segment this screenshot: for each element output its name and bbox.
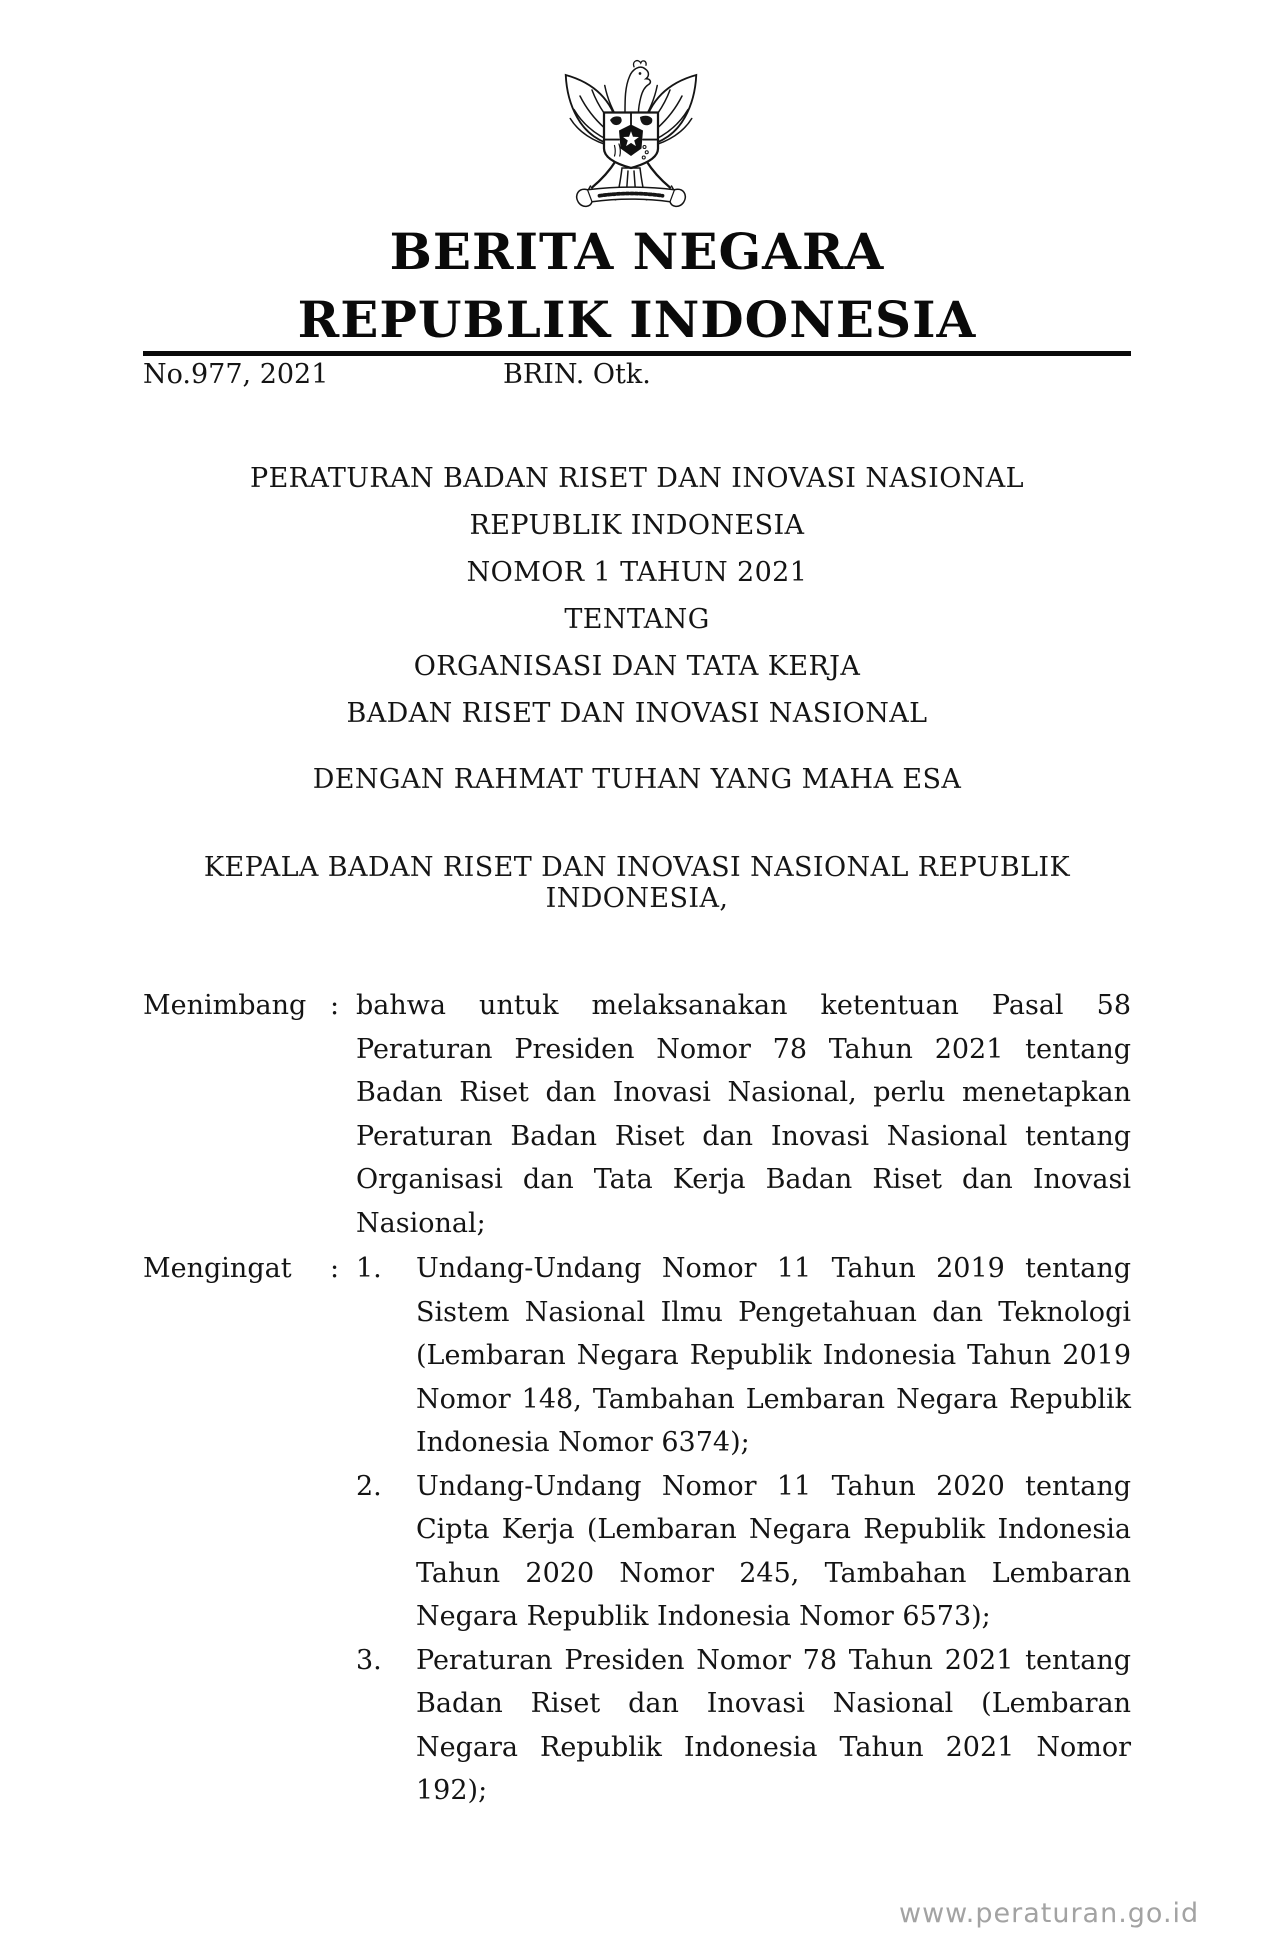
legal-basis-colon: : [330, 1253, 340, 1284]
gazette-title-line2: REPUBLIK INDONESIA [297, 290, 977, 349]
source-watermark: www.peraturan.go.id [899, 1898, 1200, 1929]
legal-basis-item-text: Undang-Undang Nomor 11 Tahun 2020 tentang Cipta Kerja (Lembaran Negara Republik Indonesia Tahun 2020 Nomor 245, Tambahan Lembaran Negara Republik Indonesia Nomor 6573); [416, 1470, 1131, 1632]
regulation-title-line-6: BADAN RISET DAN INOVASI NASIONAL [346, 698, 928, 729]
legal-basis-list [356, 1247, 1131, 1813]
legal-basis-item-text: Undang-Undang Nomor 11 Tahun 2019 tentang Sistem Nasional Ilmu Pengetahuan dan Teknologi (Lembaran Negara Republik Indonesia Tahun 2019 Nomor 148, Tambahan Lembaran Negara Republik Indonesia Nomor 6374); [416, 1253, 1131, 1458]
considering-colon: : [330, 990, 340, 1021]
regulation-title-line-4: TENTANG [564, 604, 710, 635]
legal-basis-item [356, 1247, 1131, 1465]
regulation-title-line-1: PERATURAN BADAN RISET DAN INOVASI NASIONAL [250, 463, 1024, 494]
gazette-subject: BRIN. Otk. [503, 359, 651, 390]
legal-basis-label: Mengingat [143, 1253, 292, 1284]
regulation-title-line-2: REPUBLIK INDONESIA [469, 510, 805, 541]
regulation-title-line-5: ORGANISASI DAN TATA KERJA [413, 651, 861, 682]
garuda-pancasila-emblem [556, 54, 706, 216]
considering-text: bahwa untuk melaksanakan ketentuan Pasal 58 Peraturan Presiden Nomor 78 Tahun 2021 tentang Badan Riset dan Inovasi Nasional, perlu menetapkan Peraturan Badan Riset dan Inovasi Nasional tentang Organisasi dan Tata Kerja Badan Riset dan Inovasi Nasional; [356, 990, 1131, 1239]
legal-basis-item [356, 1465, 1131, 1639]
invocation-line: DENGAN RAHMAT TUHAN YANG MAHA ESA [312, 764, 962, 795]
regulation-title-line-3: NOMOR 1 TAHUN 2021 [466, 557, 808, 588]
legal-basis-item-number: 1. [356, 1253, 382, 1284]
regulation-title-block [143, 455, 1131, 737]
legal-basis-clause [143, 1247, 1131, 1813]
gazette-number: No.977, 2021 [143, 359, 329, 390]
garuda-pancasila-icon [556, 54, 706, 216]
considering-label: Menimbang [143, 990, 307, 1021]
gazette-meta-row [143, 359, 1131, 391]
legal-basis-item-number: 3. [356, 1644, 382, 1676]
gazette-masthead [143, 218, 1131, 354]
masthead-divider [143, 351, 1131, 356]
legal-basis-item-number: 2. [356, 1470, 382, 1502]
gazette-title-line1: BERITA NEGARA [389, 222, 885, 281]
addressee-line: KEPALA BADAN RISET DAN INOVASI NASIONAL REPUBLIK INDONESIA, [203, 852, 1071, 914]
legal-basis-item [356, 1639, 1131, 1813]
considering-clause [143, 984, 1131, 1245]
legal-basis-item-text: Peraturan Presiden Nomor 78 Tahun 2021 tentang Badan Riset dan Inovasi Nasional (Lembaran Negara Republik Indonesia Tahun 2021 Nomor 192); [416, 1644, 1131, 1806]
